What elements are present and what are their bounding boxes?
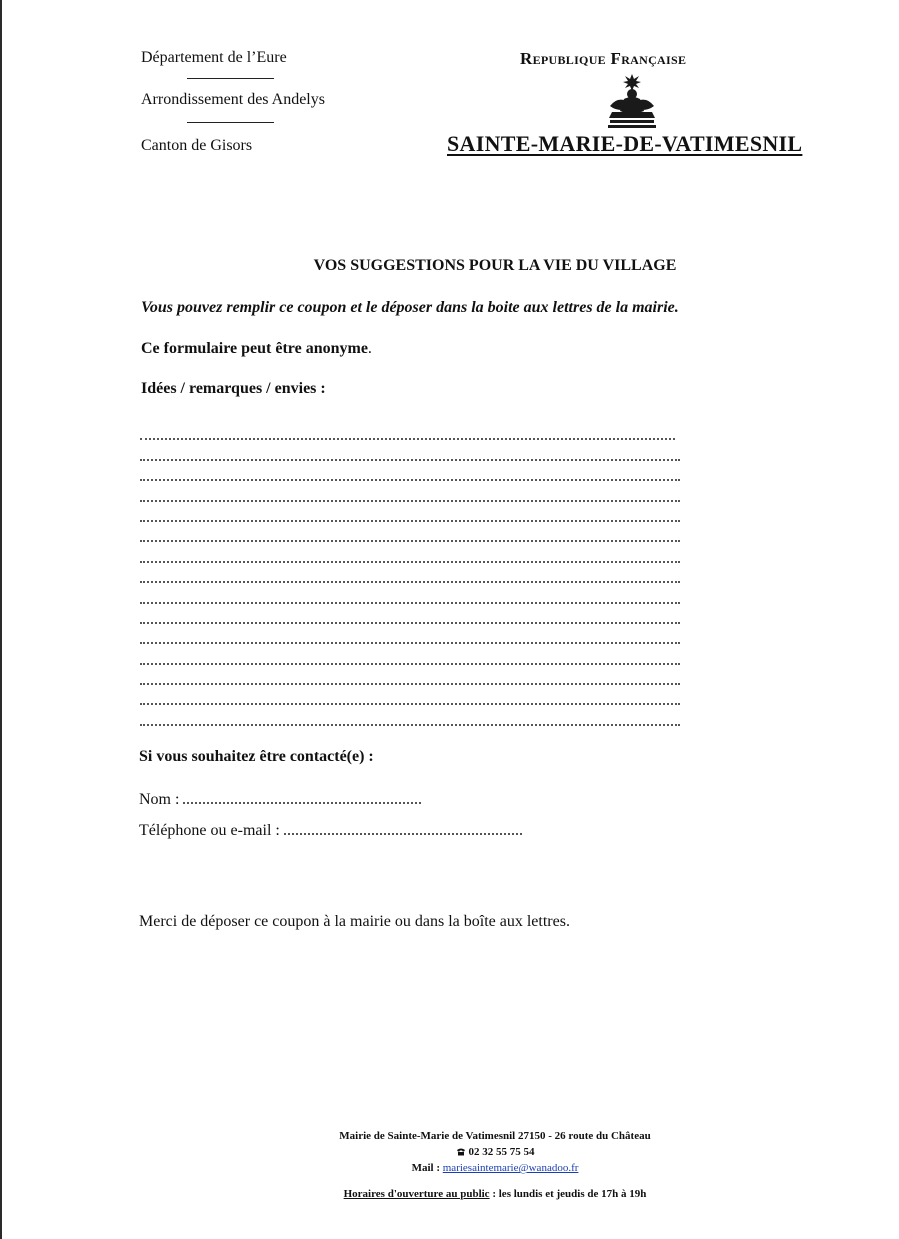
mail-link[interactable]: mariesaintemarie@wanadoo.fr <box>442 1162 579 1174</box>
republique-heading: Republique Française <box>520 49 687 68</box>
hours-label: Horaires d'ouverture au public <box>343 1188 490 1200</box>
arrondissement-label: Arrondissement des Andelys <box>141 91 325 108</box>
contact-label: Si vous souhaitez être contacté(e) : <box>139 748 374 765</box>
ideas-line[interactable] <box>140 481 680 501</box>
nom-field <box>139 790 421 809</box>
divider <box>187 122 274 123</box>
ideas-label: Idées / remarques / envies : <box>141 380 326 397</box>
mail-label: Mail <box>411 1162 434 1174</box>
commune-title: SAINTE-MARIE-DE-VATIMESNIL <box>447 131 803 156</box>
ideas-line[interactable] <box>140 665 680 685</box>
ideas-line[interactable] <box>140 522 680 542</box>
ideas-line[interactable] <box>140 542 680 562</box>
ideas-line[interactable] <box>140 440 680 460</box>
divider <box>187 78 274 79</box>
hours-separator: : <box>489 1188 499 1200</box>
ideas-line[interactable] <box>140 624 680 644</box>
intro-text: Vous pouvez remplir ce coupon et le déposer dans la boite aux lettres de la mairie. <box>141 299 679 316</box>
mail-separator: : <box>433 1162 443 1174</box>
ideas-line[interactable] <box>140 502 680 522</box>
footer-hours <box>0 1188 899 1200</box>
footer-phone <box>0 1146 899 1158</box>
hours-text: les lundis et jeudis de 17h à 19h <box>498 1188 647 1200</box>
ideas-line[interactable] <box>140 420 675 440</box>
anonymous-note <box>141 340 372 358</box>
ideas-line[interactable] <box>140 644 680 664</box>
telephone-label: Téléphone ou e-mail : <box>139 822 280 839</box>
ideas-line[interactable] <box>140 563 680 583</box>
telephone-icon <box>456 1147 466 1156</box>
ideas-line[interactable] <box>140 604 680 624</box>
ideas-writing-area[interactable] <box>140 420 680 726</box>
ideas-line[interactable] <box>140 685 680 705</box>
phone-number: 02 32 55 75 54 <box>468 1146 535 1158</box>
ideas-line[interactable] <box>140 705 680 725</box>
nom-input[interactable] <box>183 790 421 804</box>
anonymous-note-end: . <box>367 340 372 357</box>
canton-label: Canton de Gisors <box>141 137 253 154</box>
nom-label: Nom : <box>139 791 180 808</box>
form-title: VOS SUGGESTIONS POUR LA VIE DU VILLAGE <box>313 257 677 274</box>
closing-text: Merci de déposer ce coupon à la mairie ou dans la boîte aux lettres. <box>139 913 570 930</box>
footer-mail <box>0 1162 899 1174</box>
anonymous-note-bold: Ce formulaire peut être anonyme <box>141 340 368 357</box>
telephone-input[interactable] <box>284 821 522 835</box>
scan-edge <box>0 0 2 1239</box>
ideas-line[interactable] <box>140 583 680 603</box>
departement-label: Département de l’Eure <box>141 49 287 66</box>
marianne-seal-icon <box>604 72 660 130</box>
telephone-field <box>139 821 522 840</box>
ideas-line[interactable] <box>140 461 680 481</box>
footer-address: Mairie de Sainte-Marie de Vatimesnil 27150 - 26 route du Château <box>339 1130 651 1142</box>
